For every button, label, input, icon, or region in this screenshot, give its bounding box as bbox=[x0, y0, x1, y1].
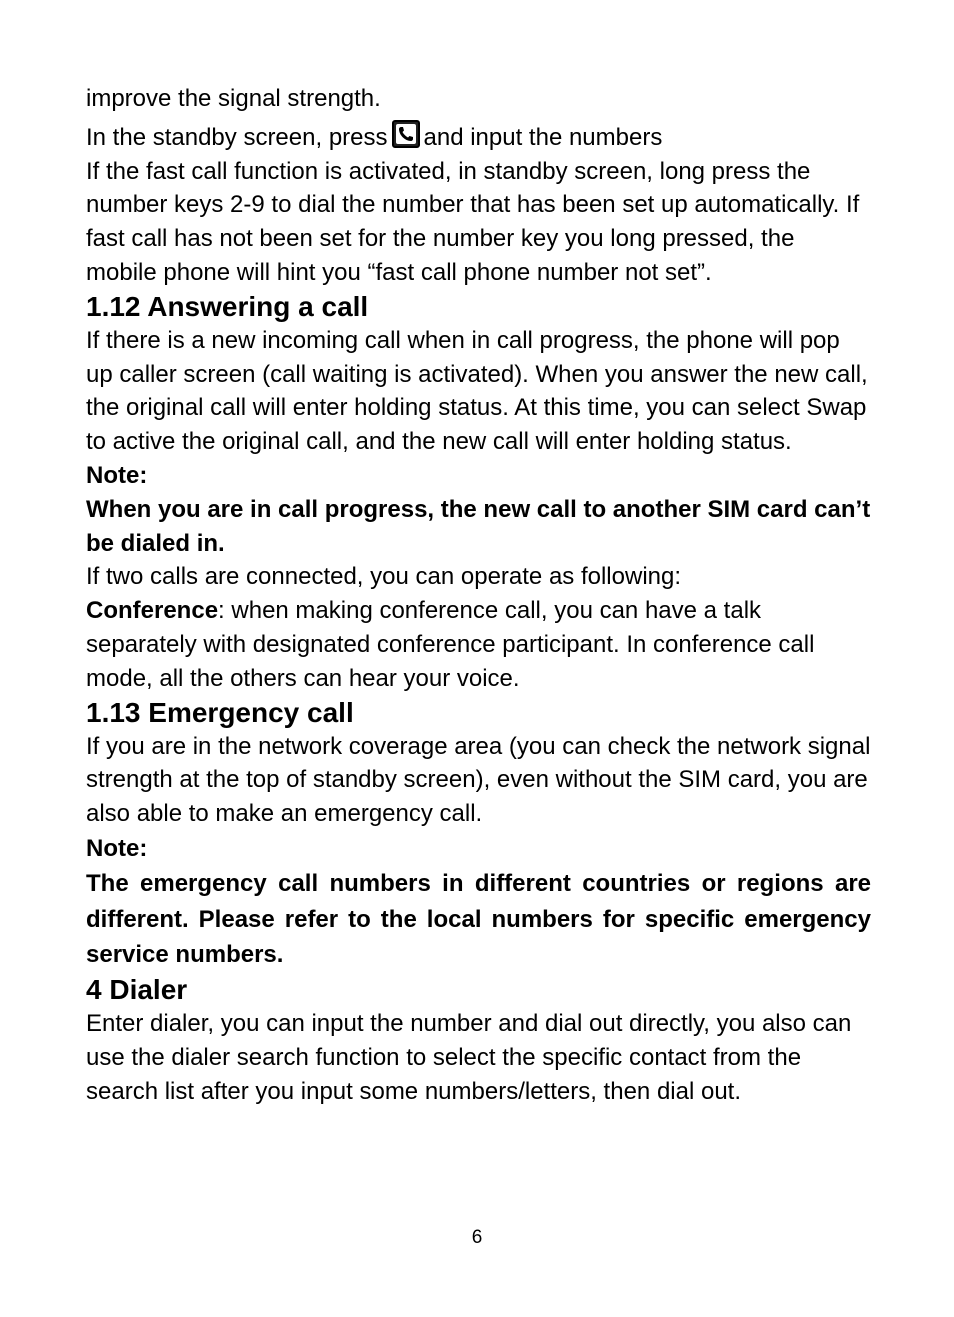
section-heading-dialer: 4 Dialer bbox=[86, 973, 188, 1005]
phone-handset-icon bbox=[392, 120, 420, 148]
conference-text: : when making conference call, you can have a talk separately with designated conference participant. In conference call mode, all the others can hear your voice. bbox=[86, 597, 815, 692]
dialer-paragraph: Enter dialer, you can input the number and dial out directly, you also can use the dialer search function to select the specific contact from the search list after you input some numbers/letters, then dial out. bbox=[86, 1009, 852, 1105]
answering-call-paragraph: If there is a new incoming call when in call progress, the phone will pop up caller screen (call waiting is activated). When you answer the new call, the original call will enter holding status. At this time, you can select Swap to active the original call, and the new call will enter holding status. bbox=[86, 326, 868, 456]
page-number: 6 bbox=[471, 1227, 483, 1248]
conference-paragraph bbox=[86, 594, 871, 695]
answering-note-label: Note: bbox=[86, 461, 148, 489]
intro-line-2-after: and input the numbers bbox=[423, 123, 663, 151]
section-heading-answering-call: 1.12 Answering a call bbox=[86, 290, 369, 322]
fast-call-paragraph: If the fast call function is activated, in standby screen, long press the number keys 2-9 to dial the number that has been set up automatically. If fast call has not been set for the number key you long pressed, the mobile phone will hint you “fast call phone number not set”. bbox=[86, 157, 860, 286]
intro-line-1: improve the signal strength. bbox=[86, 85, 381, 112]
section-heading-emergency-call: 1.13 Emergency call bbox=[86, 696, 354, 728]
manual-page-content bbox=[86, 82, 871, 1108]
emergency-note-label: Note: bbox=[86, 834, 148, 862]
conference-label: Conference bbox=[86, 597, 219, 625]
answering-note-text: When you are in call progress, the new call to another SIM card can’t be dialed in. bbox=[86, 495, 871, 557]
intro-line-2-before: In the standby screen, press bbox=[86, 123, 388, 151]
two-calls-paragraph: If two calls are connected, you can operate as following: bbox=[86, 563, 682, 591]
emergency-note-text: The emergency call numbers in different countries or regions are different. Please refer to the local numbers for specific emergency service numbers. bbox=[86, 870, 871, 969]
emergency-call-paragraph: If you are in the network coverage area (you can check the network signal strength at the top of standby screen), even without the SIM card, you are also able to make an emergency call. bbox=[86, 732, 871, 828]
intro-line-2 bbox=[86, 120, 871, 155]
